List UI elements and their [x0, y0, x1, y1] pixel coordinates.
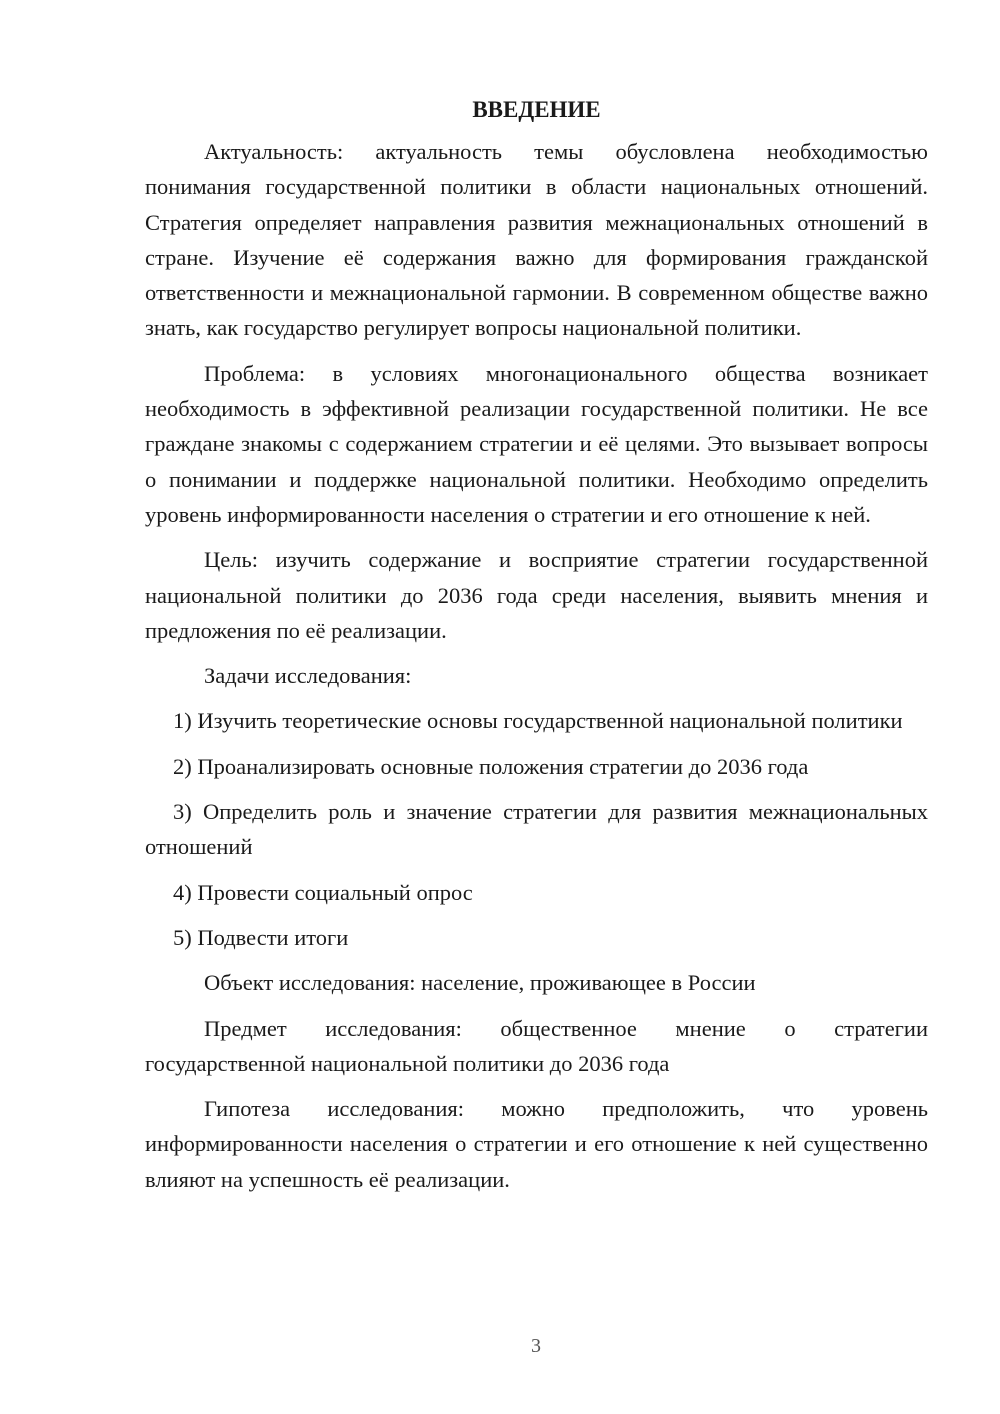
task-item: 5) Подвести итоги	[173, 924, 349, 950]
document-title: ВВЕДЕНИЕ	[472, 97, 601, 122]
paragraph-problem: Проблема: в условиях многонационального общества возникает необходимость в эффективной реализации государственной политики. Не все граждане знакомы с содержанием стратегии и её целями. Это вызывает вопросы о понимании и поддержке национальной политики. Необходимо определить уровень информированности населения о стратегии и его отношение к ней.	[145, 360, 928, 527]
paragraph-goal: Цель: изучить содержание и восприятие стратегии государственной национальной политики до 2036 года среди населения, выявить мнения и предложения по её реализации.	[145, 547, 928, 643]
page-number: 3	[531, 1335, 541, 1357]
tasks-heading: Задачи исследования:	[204, 663, 412, 689]
paragraph-hypothesis: Гипотеза исследования: можно предположить, что уровень информированности населения о стратегии и его отношение к ней существенно влияют на успешность её реализации.	[145, 1096, 928, 1192]
task-item: 1) Изучить теоретические основы государственной национальной политики	[173, 708, 903, 734]
paragraph-subject: Предмет исследования: общественное мнение о стратегии государственной национальной политики до 2036 года	[145, 1015, 928, 1076]
paragraph-relevance: Актуальность: актуальность темы обусловлена необходимостью понимания государственной политики в области национальных отношений. Стратегия определяет направления развития межнациональных отношений в стране. Изучение её содержания важно для формирования гражданской ответственности и межнациональной гармонии. В современном обществе важно знать, как государство регулирует вопросы национальной политики.	[145, 139, 928, 341]
document-page	[145, 92, 928, 1207]
task-item: 2) Проанализировать основные положения стратегии до 2036 года	[173, 753, 809, 779]
task-item: 3) Определить роль и значение стратегии для развития межнациональных отношений	[145, 799, 928, 860]
paragraph-object: Объект исследования: население, проживающее в России	[204, 970, 756, 996]
task-item: 4) Провести социальный опрос	[173, 879, 473, 905]
